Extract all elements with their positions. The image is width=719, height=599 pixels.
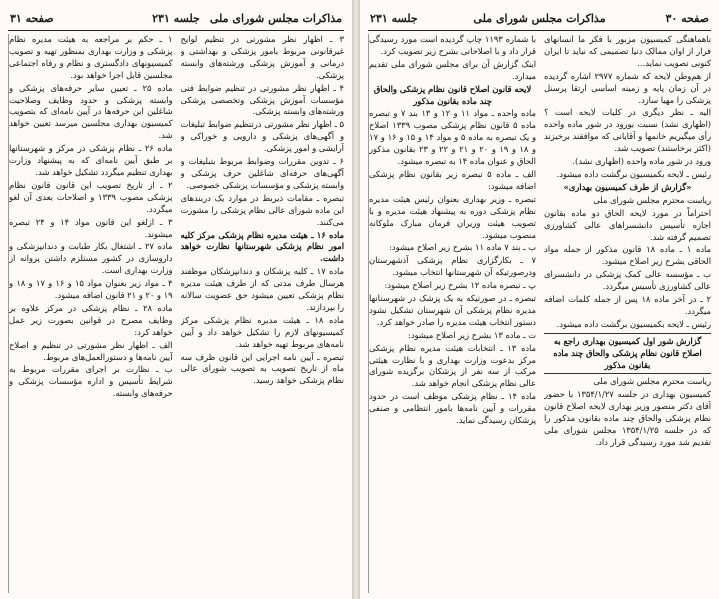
paragraph: ۵ ـ اظهار نظر مشورتی درتنظیم ضوابط تبلیغات و آگهی‌های پزشکی و دارویی و خوراکی و آرایشی و امور پزشکی. — [180, 119, 344, 154]
text-columns — [368, 34, 711, 593]
paragraph: ۳ ـ اظهار نظر مشورتی در تنظیم لوایح غیرقانونی مربوط بامور پزشکی و بهداشتی و درمانی و آموزش پزشکی ورشته‌های وابسته پزشکی. — [180, 34, 344, 80]
paragraph: ریاست محترم مجلس شورای ملی — [593, 376, 711, 387]
paragraph: ریاست محترم مجلس شورای ملی — [593, 194, 711, 205]
section-heading: «گزارش از طرف کمیسیون بهداری» — [563, 181, 692, 192]
paragraph: ت ـ ماده ۱۳ بشرح زیر اصلاح میشود: — [408, 329, 536, 340]
paragraph: تبصره ـ در صورتیکه به یک پزشک در شهرستانها مدیره نظام پزشکی آن شهرستان تشکیل نشود دستور انتخاب هیئت مدیره را صادر خواهد کرد. — [369, 293, 536, 327]
paragraph: تبصره ـ آیین نامه اجرایی این قانون ظرف سه ماه از تاریخ تصویب به تصویب شورای عالی نظام پزشکی خواهد رسید. — [180, 351, 344, 386]
paragraph: ۲ ـ در آخر ماده ۱۸ پس از جمله کلمات اضافه میگردد. — [544, 294, 711, 316]
session-number: جلسه ۲۳۱ — [152, 12, 200, 25]
page-number: صفحه ۳۱ — [10, 12, 54, 25]
left-page — [0, 0, 352, 599]
paragraph: از هم‌وطن لایحه که شماره ۲۹۷۷ اشاره گردیده در آن زمان پایه و زمینه اساسی ارتقا پرسنل پزشکی را مهیا سازد. — [544, 70, 711, 105]
column-right — [181, 34, 345, 593]
page-number: صفحه ۳۰ — [665, 12, 709, 25]
paragraph: ب ـ بند ۷ ماده ۱۱ بشرح زیر اصلاح میشود: — [389, 242, 536, 253]
right-page — [360, 0, 719, 599]
paragraph: ماده ۱ ـ ماده ۱۸ قانون مذکور از جمله مواد الحاقی بشرح زیر اصلاح میشود. — [544, 244, 711, 267]
paragraph: با شماره ۱۱۹۳ چاپ گردیده است مورد رسیدگی قرار داد و با اصلاحاتی بشرح زیر تصویب کرد. — [369, 34, 536, 56]
paragraph: تبصره ـ وزیر بهداری بعنوان رئیس هیئت مدیره نظام پزشکی دوره به پیشنهاد هیئت مدیره و با تصویب هیئت وزیران فرمان مبارک ملوکانه منصوب میشود. — [369, 193, 536, 240]
paragraph: ۶ ـ تدوین مقررات وضوابط مربوط بتبلیغات و آگهی‌های حرفه‌ای شاغلین حرف پزشکی و وابسته پزشکی و مؤسسات پزشکی خصوصی. — [180, 156, 344, 190]
paragraph: ۴ ـ اظهار نظر مشورتی در تنظیم ضوابط فنی مؤسسات آموزش پزشکی وتخصصی پزشکی ورشته‌های وابسته پزشکی. — [180, 82, 344, 117]
paragraph: ۴ ـ مواد زیر بعنوان مواد ۱۵ و ۱۶ و ۱۷ و ۱۸ و ۱۹ و ۲۰ و ۲۱ قانون اضافه میشود. — [9, 278, 173, 301]
paragraph: ۳ ـ ازلغو این قانون مواد ۱۴ و ۲۴ تبصره میشوند. — [9, 216, 173, 239]
paragraph: ناهماهنگی کمیسیون مزبور با فکر ما انسانهای فرار از اوان ممالک دنیا تصمیمی که نباید تا ایران کنونی تصویب نماید... — [544, 34, 711, 68]
paragraph: احتراماً در مورد لایحه الحاق دو ماده بقانون اجازه تأسیس دانشسراهای عالی کشاورزی تصمیم گرفته شد. — [544, 207, 711, 242]
paragraph: رئیس ـ لایحه بکمیسیون برگشت داده میشود. — [556, 168, 711, 179]
paragraph: ماده ۲۸ ـ نظام پزشکی در مرکز علاوه بر وظایف مصرح در قوانین بصورت زیر عمل خواهد کرد: — [9, 302, 173, 337]
paragraph: الیه ـ نظر دیگری در کلیات لایحه است ؟ (اظهاری نشد) نسبت بورود در شور ماده واحده رأی میگیریم خانمها و آقایانی که موافقند برخیزند (اکثر برخاستند) تصویب شد. — [544, 107, 711, 154]
paragraph: ماده ۲۷ ـ اشتغال بکار طبابت و دندانپزشکی و داروسازی در کشور مستلزم داشتن پروانه از وزارت بهداری است. — [9, 241, 173, 276]
paragraph: ماده ۲۶ ـ نظام پزشکی در مرکز و شهرستانها بر طبق آیین نامه‌ای که به پیشنهاد وزارت بهداری تنظیم میگردد تشکیل خواهد شد. — [9, 143, 173, 177]
paragraph: ماده ۱۳ ـ انتخابات هیئت مدیره نظام پزشکی مرکز بدعوت وزارت بهداری و با نظارت هیئتی مرکب از سه نفر از پزشکان برگزیده شورای عالی نظام پزشکی انجام خواهد شد. — [369, 342, 536, 389]
paragraph: اینک گزارش آن برای مجلس شورای ملی تقدیم میدارد. — [369, 58, 536, 81]
paragraph: ب ـ مؤسسه عالی کمک پزشکی در دانشسرای عالی کشاورزی تأسیس میگردد. — [544, 269, 711, 292]
article-heading: ماده ۱۶ ـ هیئت مدیره نظام پزشکی مرکز کلیه امور نظام پزشکی شهرستانها نظارت خواهد داشت. — [180, 229, 344, 264]
paragraph: رئیس ـ لایحه بکمیسیون برگشت داده میشود. — [556, 318, 711, 329]
paragraph: پ ـ تبصره ماده ۱۲ بشرح زیر اصلاح میشود: — [384, 280, 536, 291]
paragraph: تبصره ـ مقامات ذیربط در موارد یک دربندهای این ماده شورای عالی نظام پزشکی را مشورت می‌کنند. — [180, 192, 344, 227]
session-number: جلسه ۲۳۱ — [370, 12, 418, 25]
running-title: مذاکرات مجلس شورای ملی — [209, 12, 342, 25]
column-left — [368, 34, 536, 593]
paragraph: ۷ ـ بکارگزاری نظام پزشکی آذشهرستان ودرصورتیکه آن شهرستانها انتخاب میشود. — [369, 255, 536, 278]
paragraph: ماده ۱۷ ـ کلیه پزشکان و دندانپزشکان موظفند هرسال طرف مدتی که از طرف هیئت مدیره نظام پزشکی تعیین میشود حق عضویت سالانه را بپردازند. — [180, 266, 344, 312]
paragraph: ماده ۱۸ ـ هیئت مدیره نظام پزشکی مرکز کمیسیونهای لازم را تشکیل خواهد داد و آیین نامه‌های مربوط تهیه خواهد شد. — [180, 314, 344, 349]
paragraph: ب ـ نظارت بر اجرای مقررات مربوط به شرایط تأسیس و اداره مؤسسات پزشکی و حرفه‌های وابسته. — [9, 364, 173, 399]
paragraph: الف ـ ماده ۵ تبصره زیر بقانون نظام پزشکی اضافه میشود: — [369, 168, 536, 191]
paragraph: ماده ۱۴ ـ نظام پزشکی موظف است در حدود مقررات و آیین نامه‌ها بامور انتظامی و صنفی پزشکان رسیدگی نماید. — [369, 391, 536, 426]
text-columns — [8, 34, 344, 593]
bill-title: لایحه قانون اصلاح قانون نظام پزشکی والحاق چند ماده بقانون مذکور — [373, 83, 532, 106]
report-title-box: گزارش شور اول کمیسیون بهداری راجع به اصلاح قانون نظام پزشکی والحاق چند ماده بقانون مذکور — [544, 333, 711, 375]
book-gutter — [352, 0, 360, 599]
paragraph: ماده واحده ـ مواد ۱۱ و ۱۲ و ۱۳ بند ۷ و تبصره ماده ۵ قانون نظام پزشکی مصوب ۱۳۳۹ اصلاح و یک تبصره به ماده ۵ و مواد ۱۴ و ۱۵ و ۱۶ و ۱۷ و ۱۸ و ۱۹ و ۲۰ و ۲۱ و ۲۲ و ۲۳ بقانون مذکور الحاق و عنوان ماده ۱۴ به تبصره میشود. — [369, 108, 536, 167]
paragraph: الف ـ اظهار نظر مشورتی در تنظیم و اصلاح آیین نامه‌ها و دستورالعمل‌های مربوط. — [9, 339, 173, 362]
page-header — [8, 8, 344, 31]
page-header — [368, 8, 711, 31]
paragraph: ماده ۲۵ ـ تعیین سایر حرفه‌های پزشکی و وابسته پزشکی و حدود وظایف وصلاحیت شاغلین این حرفه‌ها در آیین نامه‌ای که بتصویب کمیسیون بهداری مجلسین میرسد تعیین خواهد شد. — [9, 82, 173, 141]
column-right — [544, 34, 711, 593]
running-title: مذاکرات مجلس شورای ملی — [473, 12, 606, 25]
paragraph: کمیسیون بهداری در جلسه ۱۳۵۴/۱/۲۷ با حضور آقای دکتر منصور وزیر بهداری لایحه اصلاح قانون نظام پزشکی والحاق چند ماده بقانون مذکور را که در جلسه ۱۳۵۴/۱/۲۵ مجلس شورای ملی تقدیم شد مورد رسیدگی قرار داد. — [544, 389, 711, 447]
paragraph: ورود در شور ماده واحده (اظهاری نشد). — [572, 156, 711, 167]
paragraph: ۲ ـ از تاریخ تصویب این قانون قانون نظام پزشکی مصوب ۱۳۳۹ و اصلاحات بعدی آن لغو میگردد. — [9, 179, 173, 214]
paragraph: ۱ ـ حکم بر مراجعه به هیئت مدیره نظام پزشکی و وزارت بهداری بمنظور تهیه و تصویب کمیسیونهای دادگستری و نظام و رفاه اجتماعی مجلسین قابل اجرا خواهد بود. — [9, 34, 173, 80]
column-left — [8, 34, 173, 593]
